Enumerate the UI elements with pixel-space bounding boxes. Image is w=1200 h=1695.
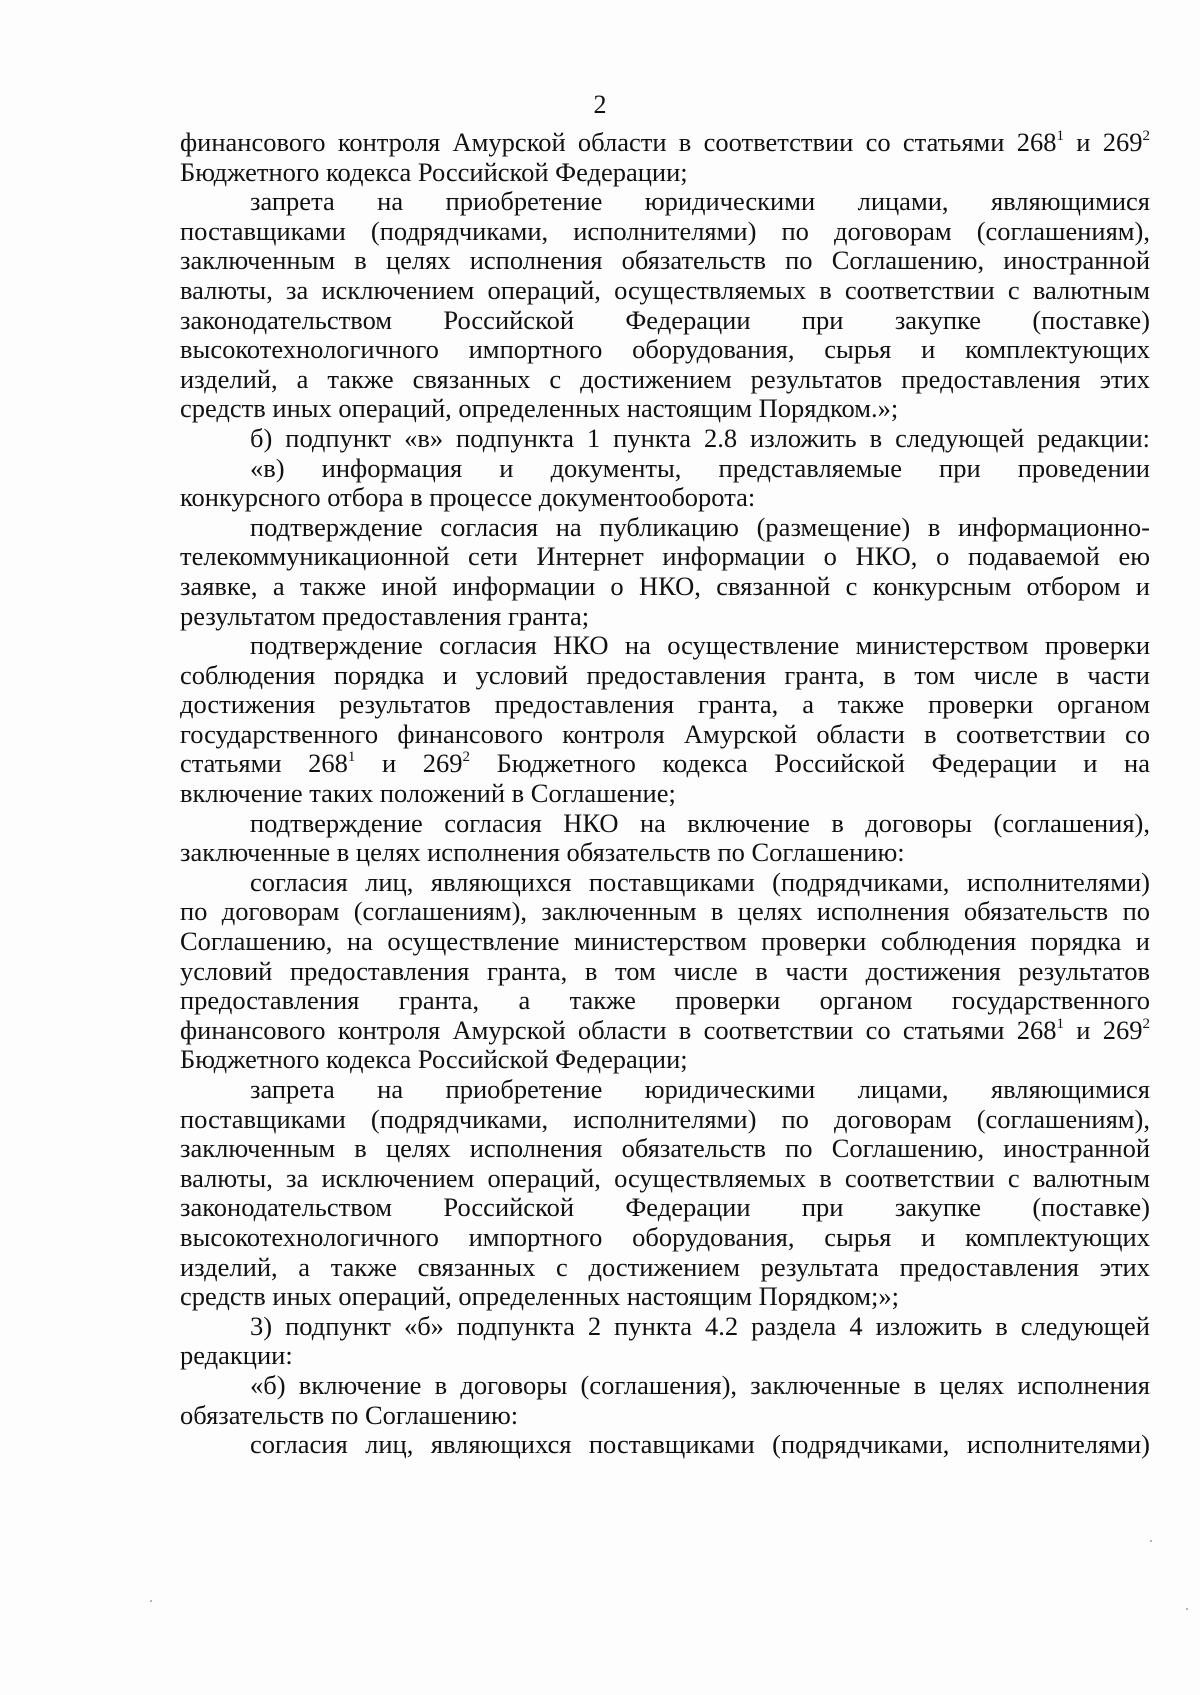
text-line: высокотехнологичного импортного оборудования, сырья и комплектующих [180, 335, 1150, 365]
text-line: средств иных операций, определенных настоящим Порядком;»; [180, 1282, 899, 1312]
text-line: заключенные в целях исполнения обязательств по Соглашению: [180, 838, 905, 868]
text-line: заявке, а также иной информации о НКО, связанной с конкурсным отбором и [180, 571, 1150, 601]
text-line: законодательством Российской Федерации при закупке (поставке) [180, 1193, 1150, 1223]
text-line: «в) информация и документы, представляемые при проведении [250, 453, 1150, 483]
text-line: условий предоставления гранта, в том числе в части достижения результатов [180, 956, 1150, 986]
text-line: согласия лиц, являющихся поставщиками (подрядчиками, исполнителями) [250, 867, 1150, 897]
text-line: финансового контроля Амурской области в соответствии со статьями $268^1$ и $269^2$ [180, 1015, 1150, 1045]
page-number: 2 [593, 90, 607, 119]
document-body [180, 128, 1150, 1460]
text-line: валюты, за исключением операций, осуществляемых в соответствии с валютным [180, 275, 1150, 305]
text-line: Бюджетного кодекса Российской Федерации; [180, 157, 688, 187]
text-line: законодательством Российской Федерации при закупке (поставке) [180, 305, 1150, 335]
text-line: достижения результатов предоставления гранта, а также проверки органом [180, 690, 1150, 720]
text-line: предоставления гранта, а также проверки органом государственного [180, 986, 1150, 1016]
text-line: высокотехнологичного импортного оборудования, сырья и комплектующих [180, 1222, 1150, 1252]
text-line: подтверждение согласия НКО на включение в договоры (соглашения), [250, 808, 1150, 838]
text-line: изделий, а также связанных с достижением результата предоставления этих [180, 1252, 1150, 1282]
text-line: подтверждение согласия НКО на осуществление министерством проверки [250, 631, 1150, 661]
text-line: запрета на приобретение юридическими лицами, являющимися [250, 187, 1150, 217]
text-line: «б) включение в договоры (соглашения), заключенные в целях исполнения [250, 1370, 1150, 1400]
scan-speck [1150, 1540, 1152, 1542]
text-line: Бюджетного кодекса Российской Федерации; [180, 1045, 688, 1075]
text-line: поставщиками (подрядчиками, исполнителями) по договорам (соглашениям), [180, 216, 1150, 246]
text-line: телекоммуникационной сети Интернет информации о НКО, о подаваемой ею [180, 542, 1150, 572]
text-line: согласия лиц, являющихся поставщиками (подрядчиками, исполнителями) [250, 1430, 1150, 1460]
text-line: конкурсного отбора в процессе документооборота: [180, 483, 756, 513]
text-line: запрета на приобретение юридическими лицами, являющимися [250, 1075, 1150, 1104]
text-line: включение таких положений в Соглашение; [180, 779, 676, 809]
text-line: изделий, а также связанных с достижением результатов предоставления этих [180, 364, 1150, 394]
text-line: результатом предоставления гранта; [180, 601, 590, 631]
text-line: б) подпункт «в» подпункта 1 пункта 2.8 изложить в следующей редакции: [250, 423, 1150, 453]
text-line: по договорам (соглашениям), заключенным в целях исполнения обязательств по [180, 897, 1150, 927]
scan-speck [1186, 1608, 1188, 1610]
text-line: заключенным в целях исполнения обязательств по Соглашению, иностранной [180, 1134, 1150, 1164]
text-line: Соглашению, на осуществление министерством проверки соблюдения порядка и [180, 927, 1150, 957]
text-line: редакции: [180, 1341, 293, 1371]
text-line: подтверждение согласия на публикацию (размещение) в информационно- [250, 512, 1150, 542]
scan-speck [150, 1600, 152, 1602]
text-line: валюты, за исключением операций, осуществляемых в соответствии с валютным [180, 1163, 1150, 1193]
text-line: поставщиками (подрядчиками, исполнителями) по договорам (соглашениям), [180, 1104, 1150, 1134]
text-line: обязательств по Соглашению: [180, 1400, 519, 1430]
text-line: 3) подпункт «б» подпункта 2 пункта 4.2 раздела 4 изложить в следующей [250, 1311, 1150, 1341]
text-line: заключенным в целях исполнения обязательств по Соглашению, иностранной [180, 246, 1150, 276]
text-line: финансового контроля Амурской области в соответствии со статьями $268^1$ и $269^2$ [180, 128, 1150, 157]
text-line: соблюдения порядка и условий предоставления гранта, в том числе в части [180, 660, 1150, 690]
text-line: статьями $268^1$ и $269^2$ Бюджетного кодекса Российской Федерации и на [180, 749, 1150, 779]
text-line: государственного финансового контроля Амурской области в соответствии со [180, 719, 1150, 749]
text-line: средств иных операций, определенных настоящим Порядком.»; [180, 394, 899, 424]
